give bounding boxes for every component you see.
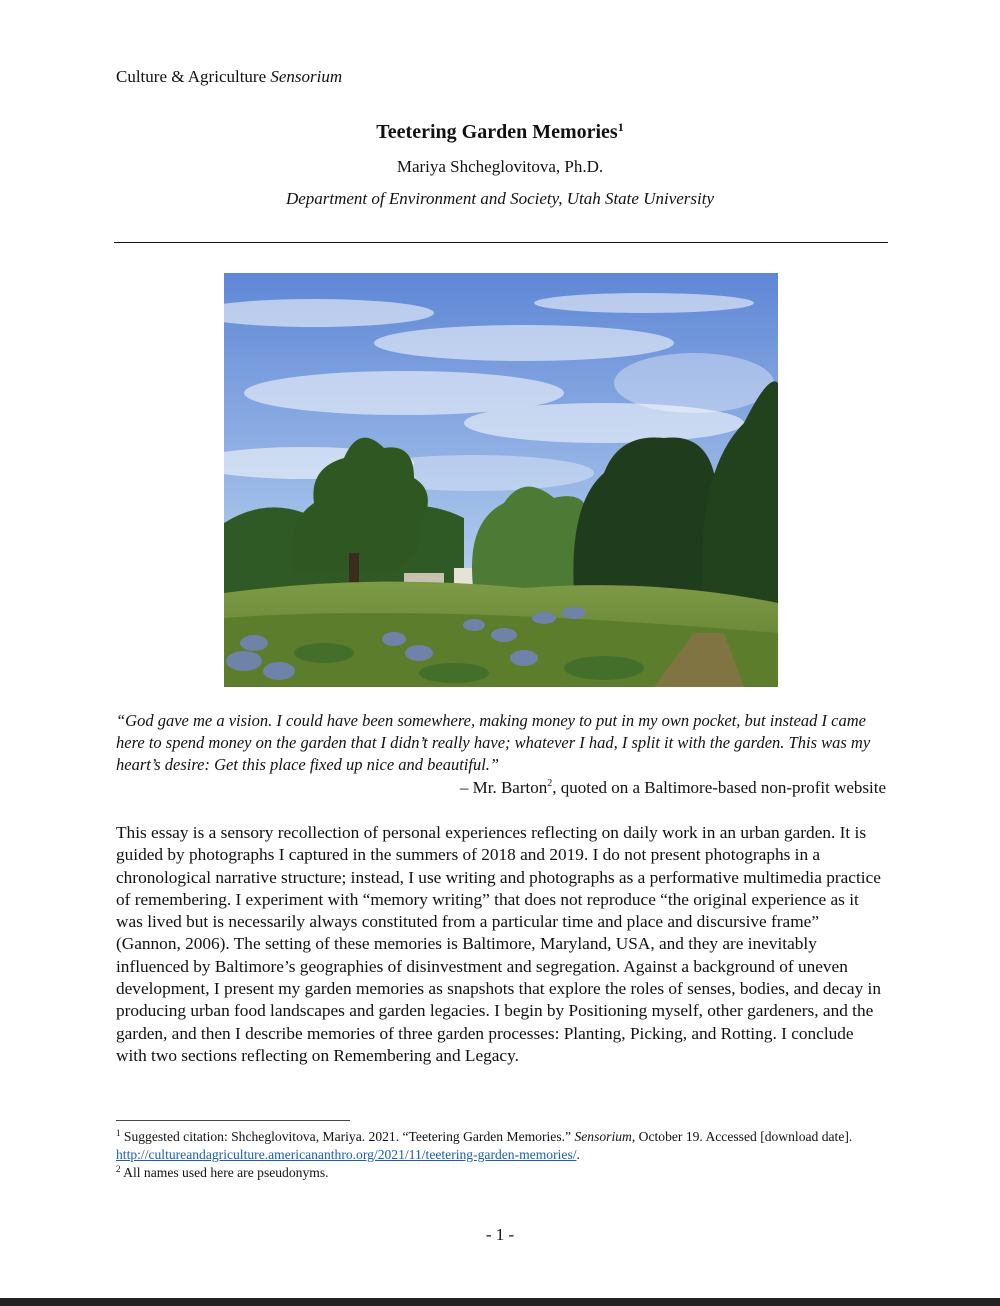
garden-photo xyxy=(224,273,778,687)
citation-link[interactable]: http://cultureandagriculture.americananthro.org/2021/11/teetering-garden-memories/ xyxy=(116,1147,577,1162)
footnote-1-text-2: , October 19. Accessed [download date]. xyxy=(631,1129,853,1144)
footnote-1-end: . xyxy=(576,1147,580,1162)
title-text: Teetering Garden Memories xyxy=(376,121,618,143)
author-affiliation: Department of Environment and Society, Utah State University xyxy=(285,189,715,208)
footnote-1 xyxy=(116,1128,888,1164)
footnote-divider xyxy=(116,1120,350,1121)
footnote-2-mark: 2 xyxy=(116,1164,121,1174)
attribution-name: – Mr. Barton xyxy=(459,778,548,797)
epigraph-quote: “God gave me a vision. I could have been somewhere, making money to put in my own pocket, but instead I came here to spend money on the garden that I didn’t really have; whatever I had, I split it with the garden. This was my heart’s desire: Get this place fixed up nice and beautiful.” xyxy=(116,711,871,774)
footnote-1-journal: Sensorium xyxy=(574,1129,632,1144)
attribution-footnote-mark[interactable]: 2 xyxy=(547,778,553,789)
footnote-1-text: Suggested citation: Shcheglovitova, Mariya. 2021. “Teetering Garden Memories.” xyxy=(120,1129,575,1144)
title-footnote-mark[interactable]: 1 xyxy=(617,120,624,134)
footnote-2 xyxy=(116,1164,888,1182)
title-divider xyxy=(114,242,888,243)
page-bottom-edge xyxy=(0,1298,1000,1306)
footnote-2-text: All names used here are pseudonyms. xyxy=(120,1165,329,1180)
author-name: Mariya Shcheglovitova, Ph.D. xyxy=(396,157,604,176)
page-number: - 1 - xyxy=(485,1225,515,1244)
epigraph-attribution xyxy=(460,776,886,800)
footnotes xyxy=(116,1128,888,1182)
journal-name: Sensorium xyxy=(270,67,343,86)
body-paragraph: This essay is a sensory recollection of personal experiences reflecting on daily work in an urban garden. It is guided by photographs I captured in the summers of 2018 and 2019. I do not present photographs in a chronological narrative structure; instead, I use writing and photographs as a performative multimedia practice of remembering. I experiment with “memory writing” that does not reproduce “the original experience as it was lived but is necessarily always constituted from a particular time and place and discursive frame” (Gannon, 2006). The setting of these memories is Baltimore, Maryland, USA, and they are inevitably influenced by Baltimore’s geographies of disinvestment and segregation. Against a background of uneven development, I present my garden memories as snapshots that explore the roles of senses, bodies, and decay in producing urban food landscapes and garden legacies. I begin by Positioning myself, other gardeners, and the garden, and then I describe memories of three garden processes: Planting, Picking, and Rotting. I conclude with two sections reflecting on Remembering and Legacy. xyxy=(116,823,881,1065)
journal-prefix: Culture & Agriculture xyxy=(116,67,271,86)
running-header xyxy=(116,66,342,88)
article-title xyxy=(0,119,1000,145)
attribution-source: , quoted on a Baltimore-based non-profit website xyxy=(552,778,886,797)
footnote-1-mark: 1 xyxy=(116,1128,121,1138)
